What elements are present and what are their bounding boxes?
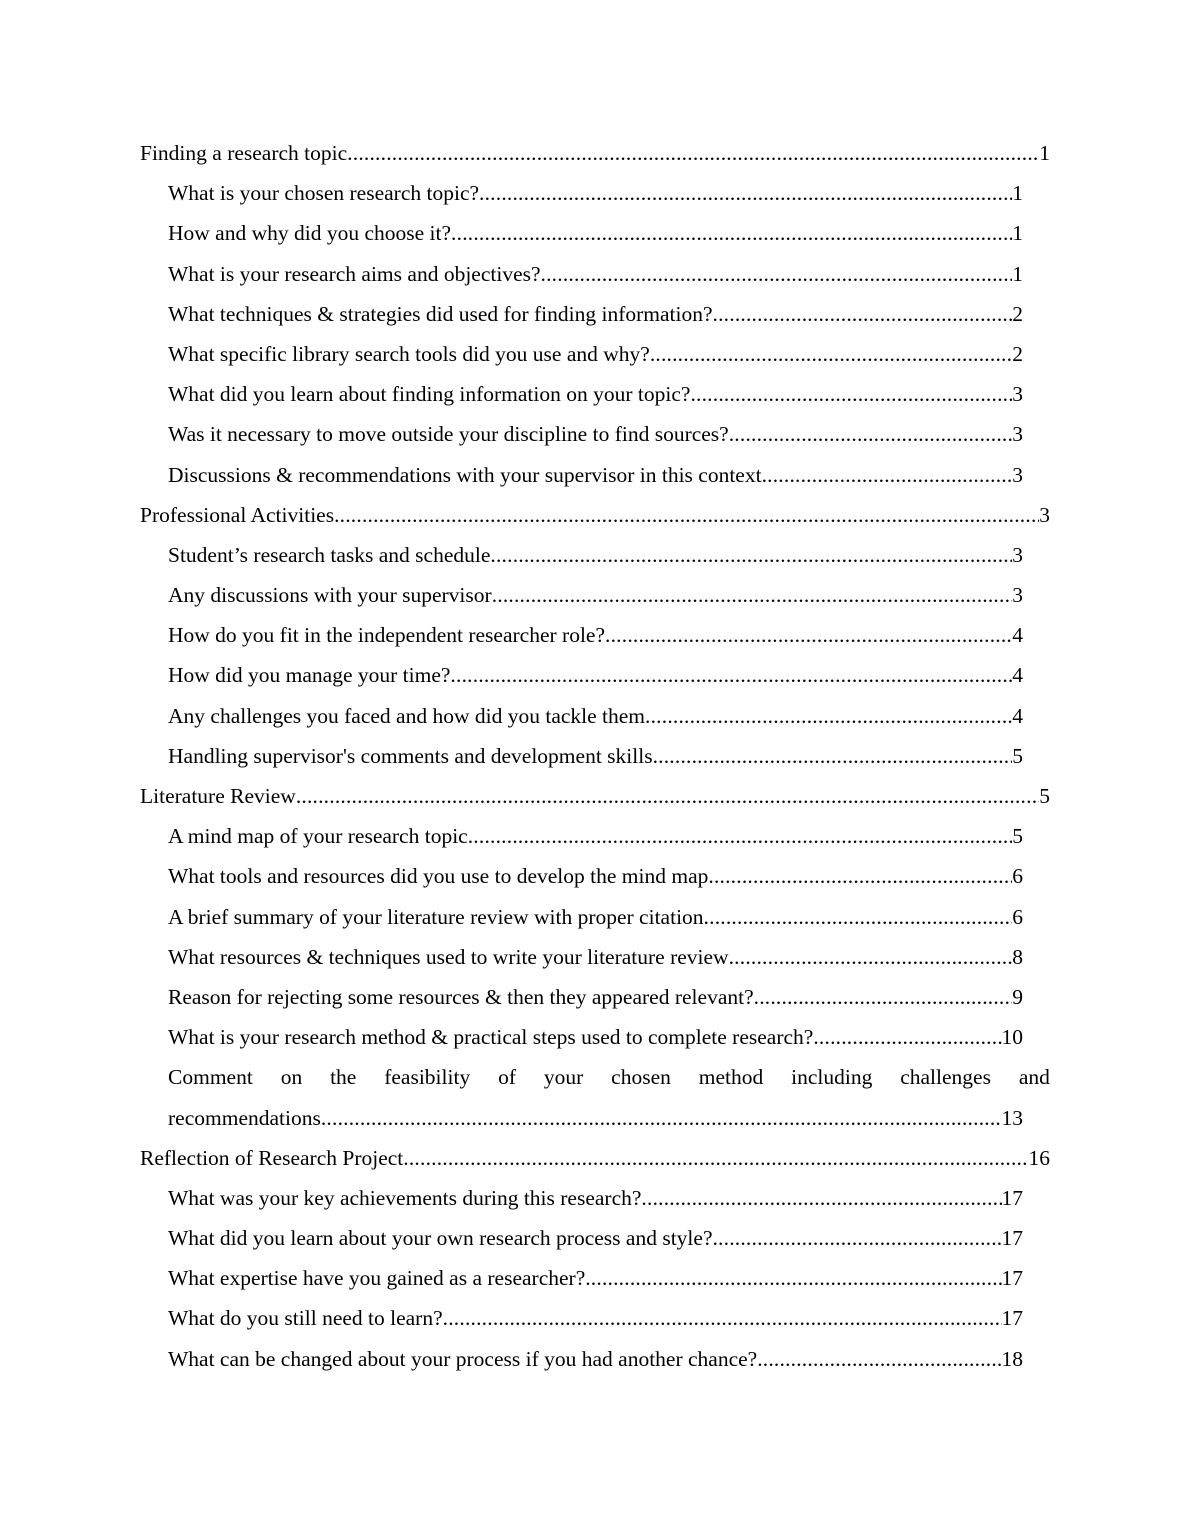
toc-entry-word: feasibility	[384, 1065, 471, 1090]
toc-subheading-entry[interactable]	[168, 334, 1023, 374]
toc-heading-entry[interactable]	[140, 1138, 1050, 1178]
toc-page-number: 3	[1012, 542, 1023, 567]
toc-page-number: 17	[1001, 1226, 1023, 1251]
toc-entry-text: A mind map of your research topic	[168, 824, 468, 849]
toc-entry-text: Discussions & recommendations with your supervisor in this context	[168, 462, 762, 487]
toc-entry-text: Student’s research tasks and schedule	[168, 542, 491, 567]
toc-subheading-entry[interactable]	[168, 696, 1023, 736]
toc-dot-leader	[762, 455, 1013, 495]
toc-page-number: 13	[1001, 1105, 1023, 1130]
toc-entry-text: What expertise have you gained as a researcher?	[168, 1266, 586, 1291]
toc-entry-text: What techniques & strategies did used for finding information?	[168, 301, 713, 326]
toc-entry-text: How and why did you choose it?	[168, 221, 452, 246]
toc-page-number: 3	[1039, 502, 1050, 527]
toc-page-number: 9	[1012, 984, 1023, 1009]
toc-entry-word: your	[543, 1065, 584, 1090]
toc-page-number: 3	[1012, 462, 1023, 487]
toc-page-number: 3	[1012, 422, 1023, 447]
toc-entry-word: and	[1018, 1065, 1050, 1090]
toc-dot-leader	[704, 897, 1013, 937]
toc-dot-leader	[757, 1339, 1001, 1379]
toc-subheading-entry[interactable]	[168, 535, 1023, 575]
toc-page-number: 17	[1001, 1185, 1023, 1210]
toc-entry-wrapped[interactable]	[168, 1057, 1050, 1137]
toc-subheading-entry[interactable]	[168, 937, 1023, 977]
toc-dot-leader	[729, 937, 1013, 977]
toc-dot-leader	[321, 1098, 1002, 1138]
toc-page-number: 6	[1012, 904, 1023, 929]
toc-page-number: 5	[1039, 784, 1050, 808]
toc-subheading-entry[interactable]	[168, 575, 1023, 615]
toc-entry-word: the	[330, 1065, 357, 1090]
toc-dot-leader	[729, 414, 1013, 454]
toc-entry-word: method	[698, 1065, 764, 1090]
toc-page-number: 3	[1012, 583, 1023, 608]
toc-entry-text: What is your research method & practical steps used to complete research?	[168, 1025, 814, 1050]
toc-entry-text: Was it necessary to move outside your discipline to find sources?	[168, 422, 729, 447]
toc-entry-word: of	[498, 1065, 516, 1090]
toc-entry-text: What resources & techniques used to write your literature review	[168, 944, 729, 969]
toc-subheading-entry[interactable]	[168, 977, 1023, 1017]
toc-page-number: 8	[1012, 944, 1023, 969]
toc-subheading-entry[interactable]	[168, 1218, 1023, 1258]
table-of-contents	[0, 133, 1190, 1379]
toc-subheading-entry[interactable]	[168, 736, 1023, 776]
toc-dot-leader	[403, 1138, 1028, 1178]
toc-subheading-entry[interactable]	[168, 897, 1023, 937]
toc-entry-text: What do you still need to learn?	[168, 1306, 443, 1331]
toc-entry-text: How did you manage your time?	[168, 663, 451, 688]
toc-dot-leader	[450, 655, 1012, 695]
toc-dot-leader	[713, 294, 1013, 334]
toc-dot-leader	[754, 977, 1013, 1017]
toc-dot-leader	[712, 1218, 1001, 1258]
toc-entry-word: Comment	[168, 1065, 253, 1090]
toc-entry-word: on	[280, 1065, 303, 1090]
toc-entry-text: How do you fit in the independent researcher role?	[168, 623, 606, 648]
toc-entry-text: A brief summary of your literature review with proper citation	[168, 904, 704, 929]
toc-page-number: 3	[1012, 382, 1023, 407]
toc-heading-entry[interactable]	[140, 133, 1050, 173]
toc-page-number: 18	[1001, 1346, 1023, 1371]
toc-subheading-entry[interactable]	[168, 294, 1023, 334]
toc-entry-text: Professional Activities	[140, 502, 335, 527]
toc-page-number: 1	[1012, 261, 1023, 286]
toc-entry-text: What is your research aims and objectives?	[168, 261, 541, 286]
toc-dot-leader	[641, 1178, 1001, 1218]
toc-page-number: 5	[1012, 824, 1023, 849]
toc-page-number: 4	[1012, 703, 1023, 728]
toc-entry-text: Reason for rejecting some resources & then they appeared relevant?	[168, 984, 754, 1009]
toc-page-number: 16	[1028, 1145, 1050, 1170]
toc-entry-text: What is your chosen research topic?	[168, 181, 480, 206]
toc-entry-first-line	[168, 1057, 1050, 1097]
toc-subheading-entry[interactable]	[168, 856, 1023, 896]
toc-heading-entry[interactable]	[140, 495, 1050, 535]
toc-entry-word: challenges	[900, 1065, 991, 1090]
toc-subheading-entry[interactable]	[168, 213, 1023, 253]
toc-entry-text: Handling supervisor's comments and development skills	[168, 743, 653, 768]
toc-subheading-entry[interactable]	[168, 173, 1023, 213]
toc-entry-text: Reflection of Research Project	[140, 1145, 404, 1170]
toc-dot-leader	[479, 173, 1012, 213]
toc-page-number: 1	[1012, 221, 1023, 246]
toc-subheading-entry[interactable]	[168, 1258, 1023, 1298]
toc-subheading-entry[interactable]	[168, 1017, 1023, 1057]
toc-subheading-entry[interactable]	[168, 1339, 1023, 1379]
toc-page-number: 17	[1001, 1266, 1023, 1291]
toc-dot-leader	[296, 776, 1039, 816]
toc-page-number: 5	[1012, 743, 1023, 768]
toc-subheading-entry[interactable]	[168, 615, 1023, 655]
toc-dot-leader	[541, 254, 1013, 294]
toc-entry-text: What was your key achievements during this research?	[168, 1185, 642, 1210]
toc-entry-text: What did you learn about your own research process and style?	[168, 1226, 713, 1251]
toc-dot-leader	[334, 495, 1039, 535]
toc-dot-leader	[492, 575, 1013, 615]
toc-entry-text: Any discussions with your supervisor	[168, 583, 492, 608]
toc-entry-text: Any challenges you faced and how did you tackle them	[168, 703, 646, 728]
toc-dot-leader	[443, 1298, 1002, 1338]
toc-page-number: 1	[1012, 181, 1023, 206]
toc-subheading-entry[interactable]	[168, 1178, 1023, 1218]
toc-subheading-entry[interactable]	[168, 254, 1023, 294]
toc-dot-leader	[690, 374, 1012, 414]
toc-entry-text: What specific library search tools did you use and why?	[168, 341, 650, 366]
toc-subheading-entry[interactable]	[168, 816, 1023, 856]
toc-page-number: 1	[1039, 141, 1050, 165]
toc-dot-leader	[813, 1017, 1001, 1057]
toc-subheading-entry[interactable]	[168, 414, 1023, 454]
toc-dot-leader	[708, 856, 1012, 896]
toc-entry-text: Finding a research topic	[140, 141, 348, 165]
toc-page-number: 6	[1012, 864, 1023, 889]
toc-page-number: 10	[1001, 1025, 1023, 1050]
toc-dot-leader	[650, 334, 1012, 374]
toc-entry-text: What tools and resources did you use to develop the mind map	[168, 864, 709, 889]
toc-dot-leader	[490, 535, 1012, 575]
toc-subheading-entry[interactable]	[168, 374, 1023, 414]
toc-entry-text: Literature Review	[140, 784, 296, 808]
toc-entry-text: What did you learn about finding information on your topic?	[168, 382, 691, 407]
toc-dot-leader	[605, 615, 1012, 655]
toc-subheading-entry[interactable]	[168, 655, 1023, 695]
toc-heading-entry[interactable]	[140, 776, 1050, 816]
toc-dot-leader	[468, 816, 1013, 856]
toc-subheading-entry[interactable]	[168, 455, 1023, 495]
toc-entry-word: chosen	[611, 1065, 671, 1090]
toc-page-number: 2	[1012, 341, 1023, 366]
toc-dot-leader	[653, 736, 1013, 776]
toc-entry-second-line	[168, 1098, 1023, 1138]
toc-entry-text: recommendations	[168, 1105, 321, 1130]
toc-dot-leader	[451, 213, 1012, 253]
toc-entry-text: What can be changed about your process if you had another chance?	[168, 1346, 758, 1371]
toc-page-number: 17	[1001, 1306, 1023, 1331]
toc-subheading-entry[interactable]	[168, 1298, 1023, 1338]
toc-entry-word: including	[791, 1065, 873, 1090]
toc-dot-leader	[585, 1258, 1001, 1298]
toc-page-number: 4	[1012, 663, 1023, 688]
toc-page-number: 2	[1012, 301, 1023, 326]
toc-dot-leader	[347, 133, 1039, 173]
toc-page-number: 4	[1012, 623, 1023, 648]
toc-dot-leader	[645, 696, 1012, 736]
